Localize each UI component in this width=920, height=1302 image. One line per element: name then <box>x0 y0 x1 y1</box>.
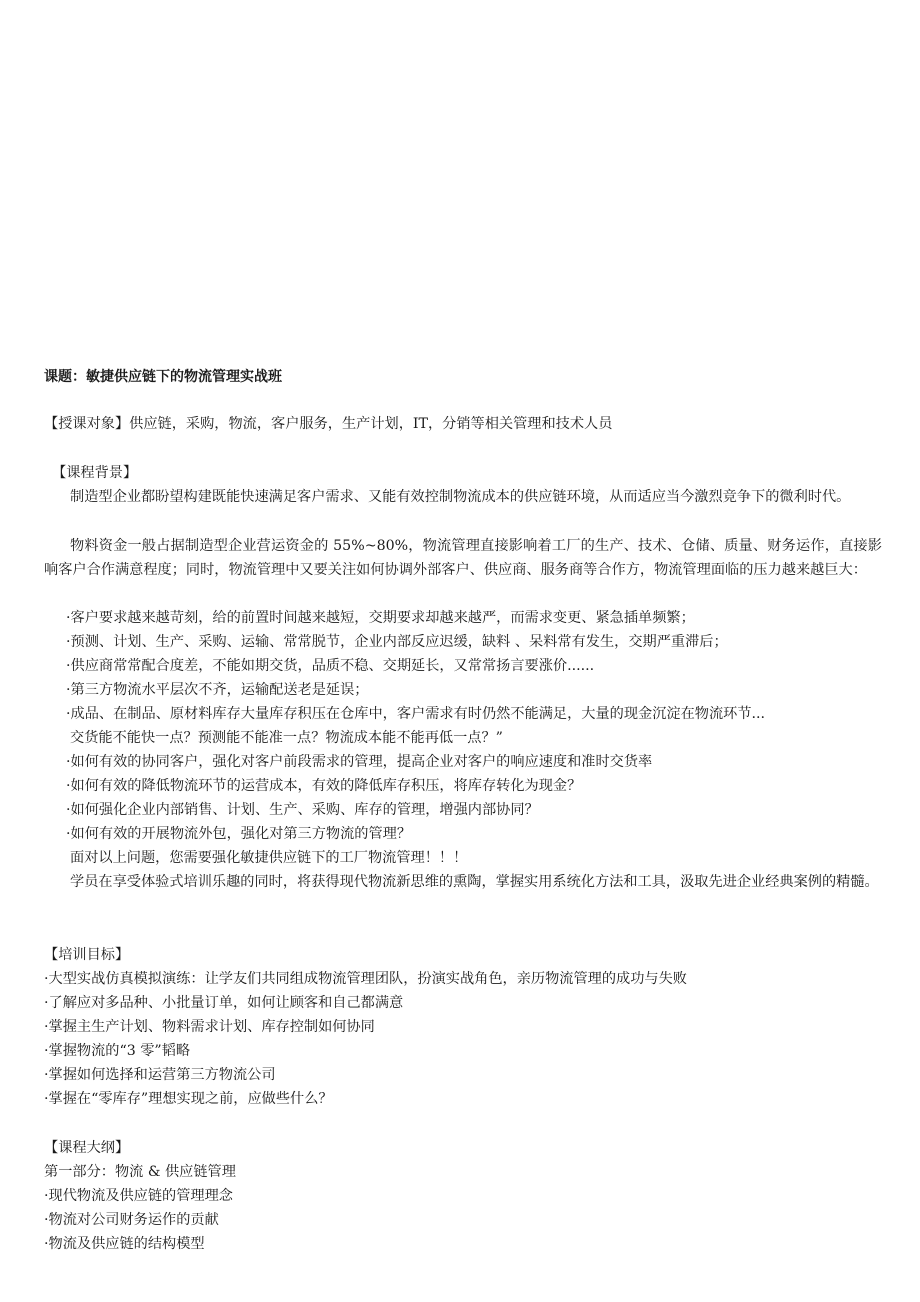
background-heading: 【课程背景】 <box>52 465 138 481</box>
outline-part-1: 第一部分：物流 & 供应链管理 <box>44 1164 236 1180</box>
goal-item: ·掌握如何选择和运营第三方物流公司 <box>44 1067 276 1083</box>
outline-item: ·现代物流及供应链的管理理念 <box>44 1188 233 1204</box>
pressure-item: ·供应商常常配合度差，不能如期交货，品质不稳、交期延长，又常常扬言要涨价...... <box>66 658 595 674</box>
how-item: ·如何有效的开展物流外包，强化对第三方物流的管理？ <box>66 826 412 842</box>
goal-item: ·大型实战仿真模拟演练：让学友们共同组成物流管理团队，扮演实战角色，亲历物流管理的成功与失败 <box>44 971 687 987</box>
audience-line: 【授课对象】供应链，采购，物流，客户服务，生产计划，IT，分销等相关管理和技术人员 <box>44 416 613 432</box>
outline-item: ·物流及供应链的结构模型 <box>44 1236 205 1252</box>
course-title: 课题：敏捷供应链下的物流管理实战班 <box>44 369 282 385</box>
pressure-item: ·第三方物流水平层次不齐，运输配送老是延误； <box>66 682 369 698</box>
background-paragraph-2: 物料资金一般占据制造型企业营运资金的 55%~80%，物流管理直接影响着工厂的生产、技术、仓储、质量、财务运作，直接影响客户合作满意程度；同时，物流管理中又要关注如何协调外部客户、供应商、服务商等合作方，物流管理面临的压力越来越巨大： <box>44 538 882 578</box>
goal-item: ·掌握主生产计划、物料需求计划、库存控制如何协同 <box>44 1019 375 1035</box>
pressure-item: ·客户要求越来越苛刻，给的前置时间越来越短，交期要求却越来越严，而需求变更、紧急插单频繁； <box>66 610 695 626</box>
goals-heading: 【培训目标】 <box>44 947 130 963</box>
question-line: 交货能不能快一点？预测能不能准一点？物流成本能不能再低一点？” <box>70 730 503 746</box>
goal-item: ·了解应对多品种、小批量订单，如何让顾客和自己都满意 <box>44 995 404 1011</box>
background-paragraph-3: 学员在享受体验式培训乐趣的同时，将获得现代物流新思维的熏陶，掌握实用系统化方法和工具，汲取先进企业经典案例的精髓。 <box>70 874 879 890</box>
pressure-item: ·预测、计划、生产、采购、运输、常常脱节，企业内部反应迟缓，缺料 、呆料常有发生，交期严重滞后； <box>66 634 728 650</box>
how-item: ·如何有效的协同客户，强化对客户前段需求的管理，提高企业对客户的响应速度和准时交货率 <box>66 754 653 770</box>
pressure-item: ·成品、在制品、原材料库存大量库存积压在仓库中，客户需求有时仍然不能满足，大量的现金沉淀在物流环节... <box>66 706 766 722</box>
goal-item: ·掌握在“零库存”理想实现之前，应做些什么？ <box>44 1091 333 1107</box>
outline-item: ·物流对公司财务运作的贡献 <box>44 1212 219 1228</box>
how-item: ·如何有效的降低物流环节的运营成本，有效的降低库存积压，将库存转化为现金？ <box>66 778 582 794</box>
background-paragraph-1: 制造型企业都盼望构建既能快速满足客户需求、又能有效控制物流成本的供应链环境，从而适应当今激烈竞争下的微利时代。 <box>70 489 851 505</box>
how-item: ·如何强化企业内部销售、计划、生产、采购、库存的管理，增强内部协同？ <box>66 802 539 818</box>
goal-item: ·掌握物流的“3 零”韬略 <box>44 1043 191 1059</box>
outline-heading: 【课程大纲】 <box>44 1140 130 1156</box>
face-line: 面对以上问题，您需要强化敏捷供应链下的工厂物流管理！！！ <box>70 850 468 866</box>
